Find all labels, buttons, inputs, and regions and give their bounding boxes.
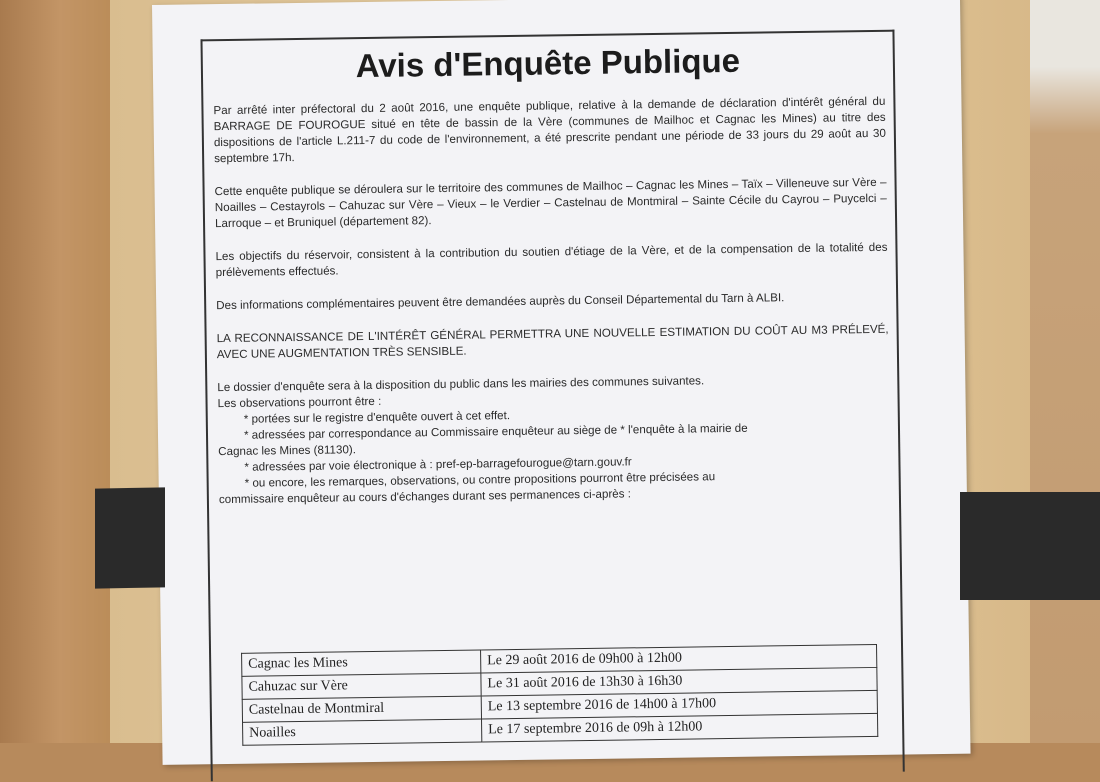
paragraph-arrete: Par arrêté inter préfectoral du 2 août 2016, une enquête publique, relative à la demande de déclaration d'intérêt général du BARRAGE DE FOUROGUE situé en tête de bassin de la Vère (communes de Mailhoc et Cagnac les Mines) au titre des dispositions de l'article L.211-7 du code de l'environnement, a été prescrite pendant une période de 33 jours du 29 août au 30 septembre 17h. — [213, 94, 886, 166]
permanence-place: Cagnac les Mines — [242, 650, 481, 676]
wall-right — [1030, 0, 1100, 743]
observations-intro: Les observations pourront être : — [217, 394, 382, 411]
notice-title: Avis d'Enquête Publique — [355, 41, 741, 85]
observations-block — [217, 371, 891, 508]
bullet-electronique: * adressées par voie électronique à : pref-ep-barragefourogue@tarn.gouv.fr — [244, 455, 632, 474]
notice-frame — [200, 30, 904, 782]
notice-paper — [152, 0, 971, 765]
strap-left — [95, 487, 165, 588]
paragraph-objectifs: Les objectifs du réservoir, consistent à la contribution du soutien d'étiage de la Vère, et de la compensation de la totalité des prélèvements effectués. — [215, 240, 888, 280]
paragraph-informations: Des informations complémentaires peuvent être demandées auprès du Conseil Départemental du Tarn à ALBI. — [216, 291, 785, 313]
strap-right — [960, 492, 1100, 600]
bullet-correspondance-cont: Cagnac les Mines (81130). — [218, 443, 357, 459]
paragraph-reconnaissance: LA RECONNAISSANCE DE L'INTÉRÊT GÉNÉRAL PERMETTRA UNE NOUVELLE ESTIMATION DU COÛT AU M3 PRÉLEVÉ, AVEC UNE AUGMENTATION TRÈS SENSIBLE. — [216, 322, 889, 362]
bullet-remarques: * ou encore, les remarques, observations, ou contre propositions pourront être précisées au — [244, 470, 716, 490]
bullet-remarques-cont: commissaire enquêteur au cours d'échanges durant ses permanences ci-après : — [218, 487, 632, 507]
permanence-place: Noailles — [243, 719, 482, 745]
permanence-date: Le 29 août 2016 de 09h00 à 12h00 — [481, 644, 877, 673]
bullet-correspondance: * adressées par correspondance au Commissaire enquêteur au siège de * l'enquête à la mairie de — [243, 421, 748, 442]
dossier-line: Le dossier d'enquête sera à la disposition du public dans les mairies des communes suivantes. — [217, 374, 705, 395]
notice-body — [213, 94, 891, 508]
permanence-date: Le 13 septembre 2016 de 14h00 à 17h00 — [481, 690, 877, 719]
permanence-place: Castelnau de Montmiral — [242, 696, 481, 722]
bullet-registre: * portées sur le registre d'enquête ouvert à cet effet. — [243, 409, 511, 426]
permanences-table — [241, 644, 878, 746]
paragraph-communes: Cette enquête publique se déroulera sur le territoire des communes de Mailhoc – Cagnac les Mines – Taïx – Villeneuve sur Vère – Noailles – Cestayrols – Cahuzac sur Vère – Vieux – le Verdier – Castelnau de Montmiral – Sainte Cécile du Cayrou – Puycelci – Larroque – et Bruniquel (département 82). — [214, 175, 887, 231]
permanence-place: Cahuzac sur Vère — [242, 673, 481, 699]
permanence-date: Le 31 août 2016 de 13h30 à 16h30 — [481, 667, 877, 696]
permanence-date: Le 17 septembre 2016 de 09h à 12h00 — [482, 713, 878, 742]
